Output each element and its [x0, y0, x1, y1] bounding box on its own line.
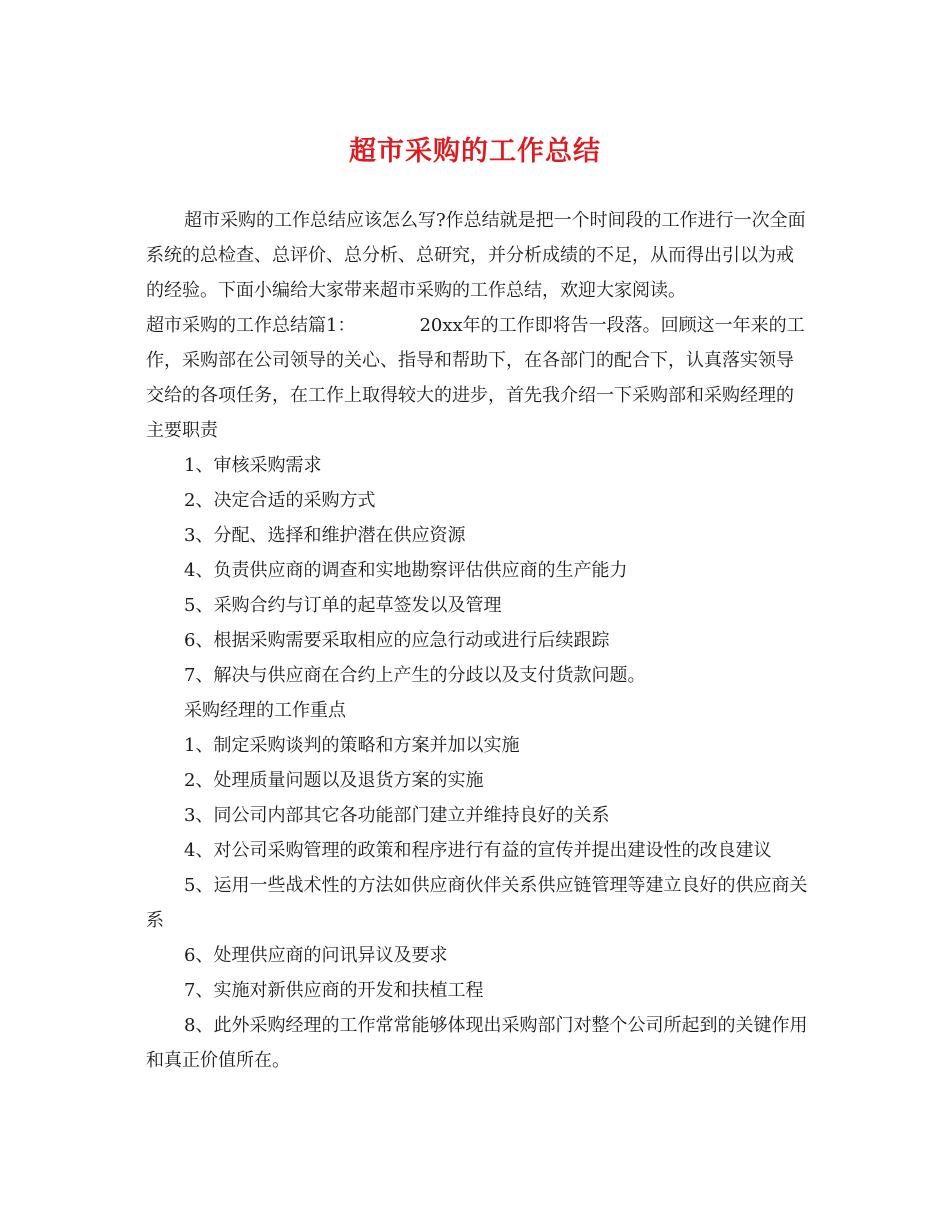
- document-body: [146, 203, 810, 1078]
- piece-text: 20xx年的工作即将告一段落。回顾这一年来的工作，采购部在公司领导的关心、指导和帮助下，在各部门的配合下，认真落实领导交给的各项任务，在工作上取得较大的进步，首先我介绍一下采购部和采购经理的主要职责: [146, 315, 805, 441]
- duty-item: 3、分配、选择和维护潜在供应资源: [184, 525, 466, 546]
- piece-paragraph: [146, 308, 810, 448]
- focus-item: 7、实施对新供应商的开发和扶植工程: [184, 980, 484, 1001]
- focus-item: 2、处理质量问题以及退货方案的实施: [184, 770, 484, 791]
- focus-item: 3、同公司内部其它各功能部门建立并维持良好的关系: [184, 805, 610, 826]
- focus-item: 5、运用一些战术性的方法如供应商伙伴关系供应链管理等建立良好的供应商关系: [146, 875, 808, 931]
- duty-item: 5、采购合约与订单的起草签发以及管理: [184, 595, 502, 616]
- duty-item: 6、根据采购需要采取相应的应急行动或进行后续跟踪: [184, 630, 610, 651]
- document-title: 超市采购的工作总结: [349, 136, 601, 167]
- focus-heading: 采购经理的工作重点: [184, 700, 346, 721]
- duty-item: 2、决定合适的采购方式: [184, 490, 376, 511]
- duty-item: 4、负责供应商的调查和实地勘察评估供应商的生产能力: [184, 560, 628, 581]
- focus-item: 8、此外采购经理的工作常常能够体现出采购部门对整个公司所起到的关键作用和真正价值所在。: [146, 1015, 808, 1071]
- focus-item: 4、对公司采购管理的政策和程序进行有益的宣传并提出建设性的改良建议: [184, 840, 772, 861]
- focus-item: 6、处理供应商的问讯异议及要求: [184, 945, 448, 966]
- duty-item: 1、审核采购需求: [184, 455, 322, 476]
- piece-label: 超市采购的工作总结篇1：: [146, 315, 356, 336]
- intro-paragraph: 超市采购的工作总结应该怎么写?作总结就是把一个时间段的工作进行一次全面系统的总检查、总评价、总分析、总研究，并分析成绩的不足，从而得出引以为戒的经验。下面小编给大家带来超市采购的工作总结，欢迎大家阅读。: [146, 210, 806, 301]
- focus-item: 1、制定采购谈判的策略和方案并加以实施: [184, 735, 520, 756]
- duty-item: 7、解决与供应商在合约上产生的分歧以及支付货款问题。: [184, 665, 646, 686]
